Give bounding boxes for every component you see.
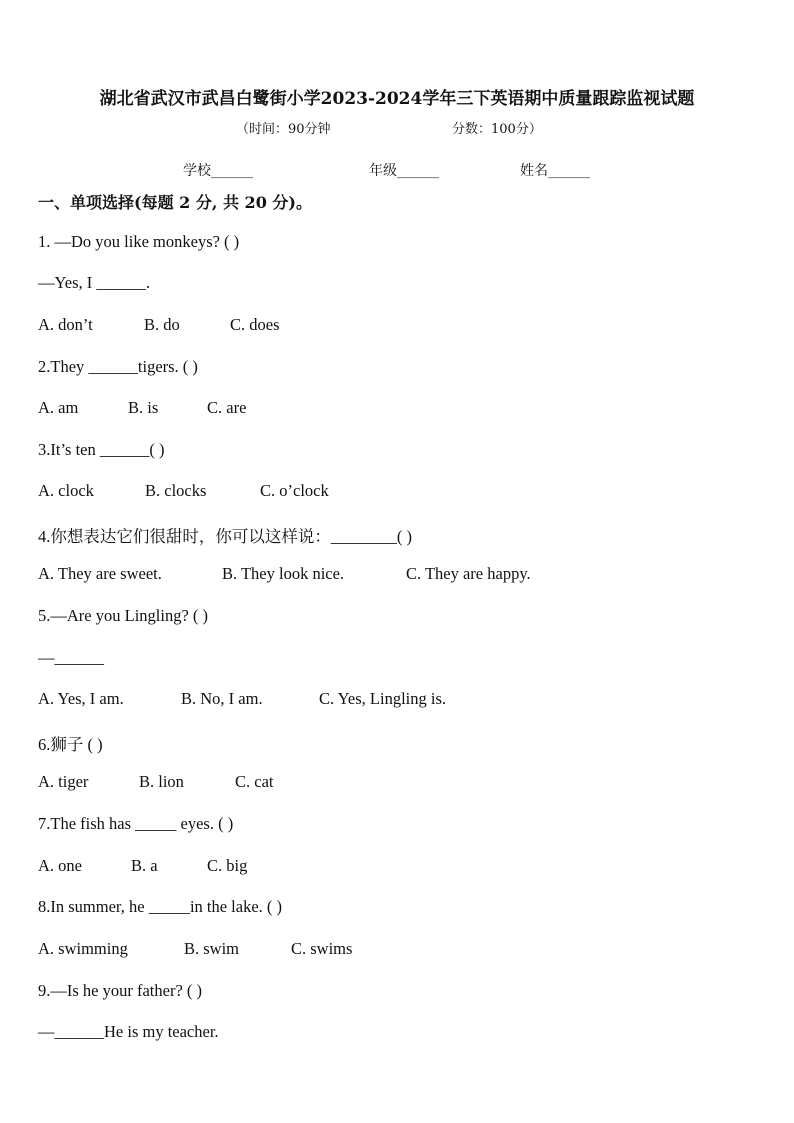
section-heading: 一、单项选择(每题 2 分, 共 20 分)。	[38, 193, 312, 212]
question-5-option-c: C. Yes, Lingling is.	[319, 689, 446, 708]
school-field: 学校______	[183, 163, 253, 179]
question-2-stem: 2.They ______tigers. ( )	[38, 357, 198, 376]
question-5-option-b: B. No, I am.	[181, 689, 263, 708]
question-8-option-b: B. swim	[184, 939, 240, 958]
question-5-stem: 5.—Are you Lingling? ( )	[38, 606, 209, 625]
question-9-answer-line: —______He is my teacher.	[38, 1022, 219, 1041]
question-7-option-b: B. a	[131, 856, 158, 875]
grade-field: 年级______	[369, 163, 439, 179]
question-1-option-a: A. don’t	[38, 315, 93, 334]
question-4-option-a: A. They are sweet.	[38, 564, 162, 583]
exam-score: 分数：100分）	[452, 122, 542, 137]
question-6-option-b: B. lion	[139, 772, 184, 791]
question-1-option-c: C. does	[230, 315, 280, 334]
question-6-option-c: C. cat	[235, 772, 274, 791]
question-3-stem: 3.It’s ten ______( )	[38, 440, 165, 459]
question-7-stem: 7.The fish has _____ eyes. ( )	[38, 814, 234, 833]
question-4-option-c: C. They are happy.	[406, 564, 531, 583]
question-8-stem: 8.In summer, he _____in the lake. ( )	[38, 897, 283, 916]
question-1-answer-line: —Yes, I ______.	[38, 273, 151, 292]
question-4-stem	[38, 523, 412, 547]
question-9-stem: 9.—Is he your father? ( )	[38, 981, 203, 1000]
question-2-option-a: A. am	[38, 398, 79, 417]
question-8-option-c: C. swims	[291, 939, 353, 958]
question-7-option-c: C. big	[207, 856, 248, 875]
exam-time: （时间：90分钟	[236, 122, 331, 137]
question-5-option-a: A. Yes, I am.	[38, 689, 124, 708]
exam-title: 湖北省武汉市武昌白鹭街小学2023-2024学年三下英语期中质量跟踪监视试题	[99, 89, 695, 109]
question-6-option-a: A. tiger	[38, 772, 89, 791]
question-1-stem: 1. —Do you like monkeys? ( )	[38, 232, 240, 251]
question-4-stem-text: 4.你想表达它们很甜时，你可以这样说：________( )	[38, 527, 412, 546]
question-3-option-c: C. o’clock	[260, 481, 329, 500]
question-8-option-a: A. swimming	[38, 939, 128, 958]
name-field: 姓名______	[520, 163, 590, 179]
question-2-option-b: B. is	[128, 398, 159, 417]
question-6-stem: 6.狮子 ( )	[38, 735, 103, 754]
question-2-option-c: C. are	[207, 398, 247, 417]
question-4-option-b: B. They look nice.	[222, 564, 345, 583]
question-3-option-a: A. clock	[38, 481, 94, 500]
question-7-option-a: A. one	[38, 856, 82, 875]
question-5-answer-line: —______	[38, 648, 104, 667]
question-1-option-b: B. do	[144, 315, 180, 334]
question-3-option-b: B. clocks	[145, 481, 207, 500]
